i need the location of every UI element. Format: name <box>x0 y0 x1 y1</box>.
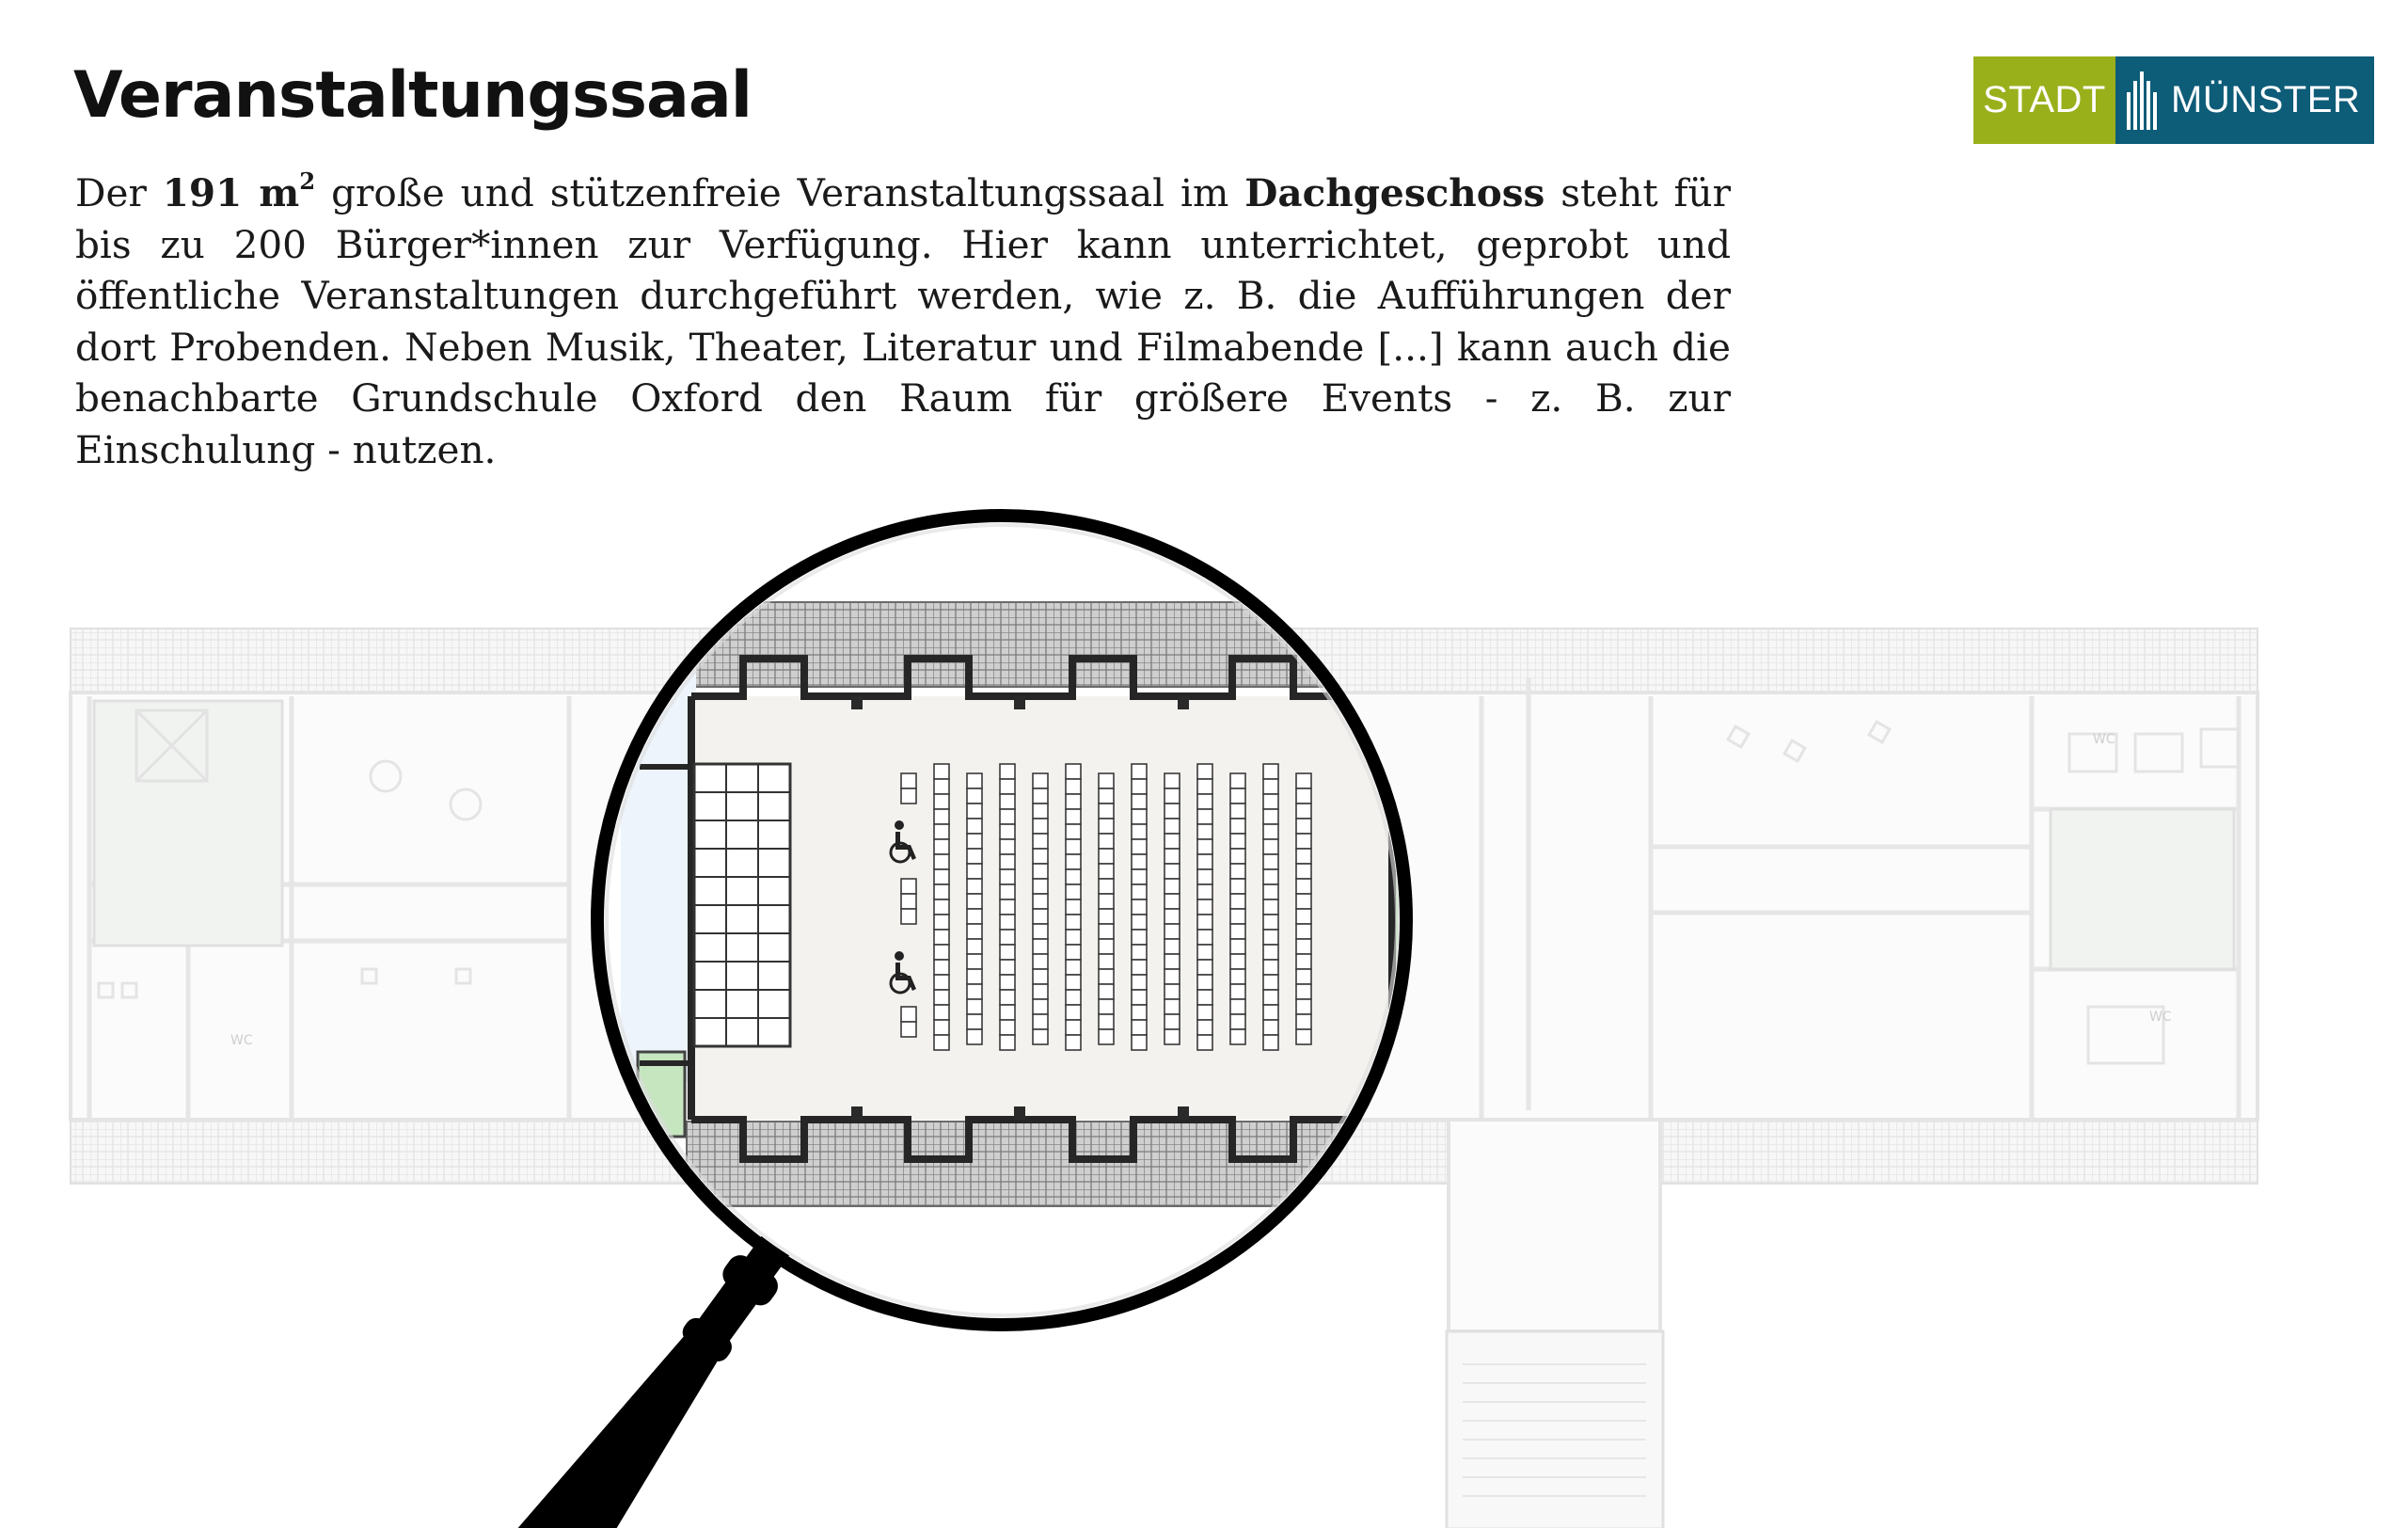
chair <box>1197 960 1212 975</box>
chair <box>1263 884 1278 899</box>
chair <box>1296 834 1311 849</box>
chair <box>967 954 982 969</box>
chair <box>1263 869 1278 884</box>
chair <box>1000 990 1015 1005</box>
chair <box>934 945 949 960</box>
chair <box>1099 939 1114 954</box>
chair <box>901 1007 916 1022</box>
chair <box>1230 924 1245 939</box>
chair <box>1066 794 1081 809</box>
chair <box>1132 764 1147 779</box>
chair <box>934 1005 949 1020</box>
chair <box>967 984 982 999</box>
chair <box>1033 954 1048 969</box>
chair <box>1164 834 1180 849</box>
chair <box>1066 854 1081 869</box>
chair <box>1164 804 1180 819</box>
chair <box>1263 899 1278 915</box>
chair <box>901 1022 916 1037</box>
chair <box>1197 809 1212 824</box>
chair <box>1066 1020 1081 1035</box>
chair <box>1033 909 1048 924</box>
chair <box>1033 773 1048 788</box>
chair <box>1164 909 1180 924</box>
chair <box>1000 899 1015 915</box>
chair <box>1164 788 1180 804</box>
chair <box>1099 954 1114 969</box>
chair <box>1066 779 1081 794</box>
chair <box>1033 984 1048 999</box>
chair <box>1164 879 1180 894</box>
chair <box>967 969 982 984</box>
chair <box>967 819 982 834</box>
chair <box>1197 1020 1212 1035</box>
chair <box>1230 864 1245 879</box>
chair <box>1230 834 1245 849</box>
chair <box>901 788 916 804</box>
intro-text-middle: große und stützenfreie Veranstaltungssaal im <box>315 170 1245 215</box>
chair <box>934 1020 949 1035</box>
chair <box>1230 969 1245 984</box>
chair <box>1066 869 1081 884</box>
chair <box>934 930 949 945</box>
chair <box>934 960 949 975</box>
chair <box>934 779 949 794</box>
chair <box>1197 899 1212 915</box>
chair <box>1197 1035 1212 1050</box>
chair <box>1132 960 1147 975</box>
chair <box>1066 1035 1081 1050</box>
logo-left-text: STADT <box>1983 79 2106 120</box>
chair <box>1197 869 1212 884</box>
chair <box>1033 804 1048 819</box>
chair <box>1066 915 1081 930</box>
chair <box>1164 894 1180 909</box>
chair <box>1230 999 1245 1014</box>
chair <box>1000 839 1015 854</box>
chair <box>1164 969 1180 984</box>
chair <box>967 999 982 1014</box>
chair <box>1230 984 1245 999</box>
chair <box>1132 869 1147 884</box>
chair <box>1099 894 1114 909</box>
chair <box>1197 779 1212 794</box>
chair <box>1132 1005 1147 1020</box>
chair <box>1263 809 1278 824</box>
chair <box>1296 1014 1311 1029</box>
chair <box>1099 1014 1114 1029</box>
chair <box>934 839 949 854</box>
chair <box>1099 819 1114 834</box>
chair <box>1197 839 1212 854</box>
chair <box>1033 1029 1048 1044</box>
chair <box>1197 975 1212 990</box>
chair <box>1132 899 1147 915</box>
chair <box>1164 864 1180 879</box>
chair <box>1197 794 1212 809</box>
chair <box>1000 915 1015 930</box>
chair <box>1197 884 1212 899</box>
wc-label-east-lower: WC <box>2149 1010 2172 1025</box>
chair <box>967 894 982 909</box>
chair <box>1099 909 1114 924</box>
chair <box>1132 854 1147 869</box>
chair <box>1230 819 1245 834</box>
chair <box>1099 804 1114 819</box>
chair <box>1164 1029 1180 1044</box>
chair <box>1066 809 1081 824</box>
chair <box>1099 1029 1114 1044</box>
area-superscript: 2 <box>299 167 316 195</box>
chair <box>1263 1005 1278 1020</box>
chair <box>1066 975 1081 990</box>
chair <box>1296 804 1311 819</box>
chair <box>1099 834 1114 849</box>
chair <box>1000 824 1015 839</box>
chair <box>1197 1005 1212 1020</box>
chair <box>1132 1020 1147 1035</box>
chair <box>1296 909 1311 924</box>
chair <box>967 834 982 849</box>
chair <box>1099 773 1114 788</box>
chair <box>1066 899 1081 915</box>
chair <box>1230 939 1245 954</box>
chair <box>1132 779 1147 794</box>
chair <box>1263 764 1278 779</box>
chair <box>1132 990 1147 1005</box>
intro-text-start: Der <box>75 170 163 215</box>
chair <box>1000 1005 1015 1020</box>
chair <box>1000 779 1015 794</box>
chair <box>1164 1014 1180 1029</box>
chair <box>934 1035 949 1050</box>
chair <box>1263 824 1278 839</box>
chair <box>1066 930 1081 945</box>
chair <box>1066 839 1081 854</box>
chair <box>1197 915 1212 930</box>
chair <box>967 849 982 864</box>
chair <box>1099 788 1114 804</box>
chair <box>1033 819 1048 834</box>
chair <box>1197 990 1212 1005</box>
chair <box>1132 945 1147 960</box>
chair <box>934 854 949 869</box>
page-title: Veranstaltungssaal <box>73 58 752 133</box>
intro-text-end: steht für bis zu 200 Bürger*innen zur Verfügung. Hier kann unterrichtet, geprobt und öffentliche Veranstaltungen durchgeführt werden, wie z. B. die Aufführungen der dort Probenden. Neben Musik, Theater, Literatur und Filmabende [...] kann auch die benachbarte Grundschule Oxford den Raum für größere Events - z. B. zur Einschulung - nutzen. <box>75 170 1731 472</box>
chair <box>1132 884 1147 899</box>
chair <box>1000 854 1015 869</box>
chair <box>934 764 949 779</box>
chair <box>1230 788 1245 804</box>
chair <box>934 809 949 824</box>
chair <box>1033 894 1048 909</box>
chair <box>1066 990 1081 1005</box>
chair <box>1033 999 1048 1014</box>
chair <box>1033 969 1048 984</box>
chair <box>1066 764 1081 779</box>
chair <box>1033 879 1048 894</box>
chair <box>1164 849 1180 864</box>
chair <box>1296 788 1311 804</box>
chair <box>1132 930 1147 945</box>
chair <box>967 1014 982 1029</box>
chair <box>1066 1005 1081 1020</box>
chair <box>1000 794 1015 809</box>
chair <box>1099 924 1114 939</box>
chair <box>1000 764 1015 779</box>
chair <box>1296 984 1311 999</box>
chair <box>901 894 916 909</box>
chair <box>1000 945 1015 960</box>
chair <box>1263 930 1278 945</box>
chair <box>1197 945 1212 960</box>
chair <box>1000 869 1015 884</box>
chair <box>1263 1035 1278 1050</box>
chair <box>1000 930 1015 945</box>
chair <box>1296 773 1311 788</box>
chair <box>934 884 949 899</box>
chair <box>1197 824 1212 839</box>
chair <box>1132 794 1147 809</box>
chair <box>1263 779 1278 794</box>
chair <box>1296 819 1311 834</box>
chair <box>1197 764 1212 779</box>
chair <box>1132 975 1147 990</box>
chair <box>1164 939 1180 954</box>
chair <box>1000 1020 1015 1035</box>
chair <box>1164 954 1180 969</box>
chair <box>1000 1035 1015 1050</box>
chair <box>1263 915 1278 930</box>
chair <box>1230 849 1245 864</box>
chair <box>1066 945 1081 960</box>
chair <box>1197 930 1212 945</box>
wc-label-east: WC <box>2093 732 2115 747</box>
chair <box>1263 990 1278 1005</box>
area-number: 191 m <box>162 170 300 215</box>
chair <box>1000 884 1015 899</box>
chair <box>901 909 916 924</box>
chair <box>1230 879 1245 894</box>
chair <box>967 788 982 804</box>
chair <box>901 879 916 894</box>
chair <box>1033 939 1048 954</box>
wc-label-west: WC <box>230 1033 253 1048</box>
chair <box>1230 804 1245 819</box>
logo-right-text: MÜNSTER <box>2171 79 2361 120</box>
chair <box>1296 849 1311 864</box>
chair <box>934 990 949 1005</box>
chair <box>967 773 982 788</box>
chair <box>1164 984 1180 999</box>
chair <box>1033 849 1048 864</box>
chair <box>1296 954 1311 969</box>
chair <box>1066 884 1081 899</box>
chair <box>967 1029 982 1044</box>
chair <box>1033 864 1048 879</box>
chair <box>1296 864 1311 879</box>
chair <box>1230 894 1245 909</box>
chair <box>1263 975 1278 990</box>
chair <box>934 794 949 809</box>
chair <box>1099 864 1114 879</box>
chair <box>1099 984 1114 999</box>
chair <box>1164 819 1180 834</box>
chair <box>1033 924 1048 939</box>
chair <box>967 879 982 894</box>
chair <box>1296 879 1311 894</box>
chair <box>1000 960 1015 975</box>
chair <box>1066 960 1081 975</box>
chair <box>1164 999 1180 1014</box>
chair <box>934 869 949 884</box>
chair <box>1296 924 1311 939</box>
chair <box>934 899 949 915</box>
chair <box>1296 999 1311 1014</box>
chair <box>1132 915 1147 930</box>
chair <box>1099 879 1114 894</box>
chair <box>1230 909 1245 924</box>
chair <box>1033 1014 1048 1029</box>
chair <box>934 915 949 930</box>
chair <box>1296 1029 1311 1044</box>
stage-platform <box>694 764 790 1046</box>
chair <box>1000 809 1015 824</box>
chair <box>1296 939 1311 954</box>
chair <box>1263 839 1278 854</box>
chair <box>1132 824 1147 839</box>
chair <box>1263 945 1278 960</box>
chair <box>1230 1029 1245 1044</box>
chair <box>1230 773 1245 788</box>
chair <box>1066 824 1081 839</box>
chair <box>1230 954 1245 969</box>
floor-name: Dachgeschoss <box>1244 170 1545 215</box>
chair <box>1000 975 1015 990</box>
chair <box>1132 1035 1147 1050</box>
chair <box>1033 834 1048 849</box>
chair <box>1099 969 1114 984</box>
chair <box>1230 1014 1245 1029</box>
chair <box>1263 794 1278 809</box>
chair <box>1099 849 1114 864</box>
chair <box>1296 969 1311 984</box>
chair <box>967 909 982 924</box>
chair <box>967 924 982 939</box>
chair <box>1164 924 1180 939</box>
chair <box>1033 788 1048 804</box>
chair <box>1132 839 1147 854</box>
chair <box>1263 1020 1278 1035</box>
chair <box>1164 773 1180 788</box>
chair <box>1263 854 1278 869</box>
chair <box>967 939 982 954</box>
chair <box>1132 809 1147 824</box>
chair <box>967 804 982 819</box>
chair <box>1296 894 1311 909</box>
chair <box>934 824 949 839</box>
chair <box>934 975 949 990</box>
chair <box>1263 960 1278 975</box>
chair <box>1099 999 1114 1014</box>
chair <box>1197 854 1212 869</box>
chair <box>967 864 982 879</box>
chair <box>901 773 916 788</box>
